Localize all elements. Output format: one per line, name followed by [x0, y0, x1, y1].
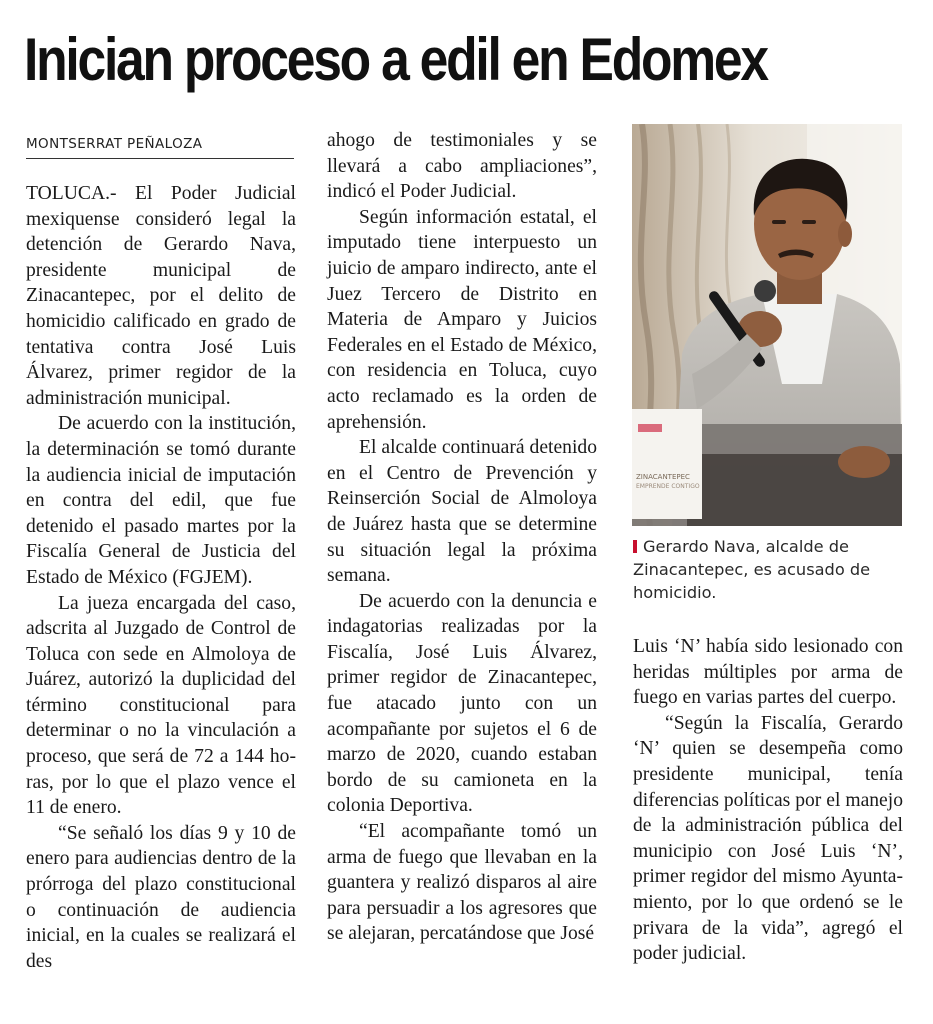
photo-caption: [633, 535, 903, 604]
paragraph: ahogo de testimoniales y se llevará a cabo ampliaciones”, indicó el Poder Judicial.: [327, 130, 597, 203]
paragraph: De acuerdo con la denuncia e indagatorias realizadas por la Fiscalía, José Luis Álvarez, primer regidor de Zinacantepec, fue atacado junto con un acompañante por sujetos el 6 de marzo de 2020, cuando estaban bordo de su camioneta en la colonia Deportiva.: [327, 590, 597, 817]
headline: Inician proceso a edil en Edomex: [24, 26, 767, 93]
caption-text: Gerardo Nava, alcalde de Zinacantepec, es acusado de homicidio.: [633, 537, 871, 602]
paragraph: El alcalde continuará detenido en el Centro de Prevención y Reinserción Social de Almoloya de Juárez hasta que se determine su situación legal la próxima semana.: [327, 437, 597, 587]
news-photo: [632, 124, 902, 526]
podium-sign-line2: EMPRENDE CONTIGO: [636, 483, 700, 490]
paragraph: Luis ‘N’ había sido lesionado con heridas múltiples por arma de fuego en varias partes del cuerpo.: [633, 636, 903, 709]
caption-marker-icon: [633, 540, 637, 553]
article-column-3: [633, 634, 903, 967]
photo-illustration: [632, 124, 902, 526]
paragraph: “El acompañante tomó un arma de fuego que llevaban en la guantera y realizó disparos al aire para persuadir a los agresores que se alejaran, percatándose que José: [327, 821, 597, 945]
paragraph: La jueza encargada del caso, adscrita al Juzgado de Control de Toluca con sede en Almoloya de Juárez, autorizó la duplicidad del término constitucional para determinar o no la vinculación a proceso, que será de 72 a 144 horas, por lo que el plazo vence el 11 de enero.: [26, 592, 296, 819]
paragraph: Según información estatal, el imputado tiene interpuesto un juicio de amparo indirecto, ante el Juez Tercero de Distrito en Materia de Amparo y Juicios Federales en el Estado de México, con residencia en Toluca, cuyo acto reclamado es la orden de aprehensión.: [327, 206, 597, 433]
byline: MONTSERRAT PEÑALOZA: [26, 136, 294, 159]
paragraph: TOLUCA.- El Poder Judicial mexiquense consideró legal la detención de Gerardo Nava, presidente municipal de Zinacantepec, por el delito de homicidio calificado en grado de tentativa contra José Luis Álvarez, primer regidor de la administración municipal.: [26, 183, 296, 409]
paragraph: De acuerdo con la institución, la determinación se tomó durante la audiencia inicial de imputación en contra del edil, que fue detenido el pasado martes por la Fiscalía General de Justicia del Estado de México (FGJEM).: [26, 413, 296, 588]
podium-sign-line1: ZINACANTEPEC: [636, 473, 690, 481]
paragraph: “Según la Fiscalía, Gerardo ‘N’ quien se desempeña como presidente municipal, tenía diferencias políticas por el manejo de la administración pública del municipio con José Luis ‘N’, primer regidor del mismo Ayuntamiento, por lo que ordenó se le privara de la vida”, agregó el poder judicial.: [633, 712, 903, 965]
article-column-2: [327, 128, 597, 947]
article-column-1: [26, 181, 296, 974]
paragraph: “Se señaló los días 9 y 10 de enero para audiencias dentro de la prórroga del plazo constitucional o continuación de audiencia inicial, en la cuales se realizará el des: [26, 822, 296, 972]
